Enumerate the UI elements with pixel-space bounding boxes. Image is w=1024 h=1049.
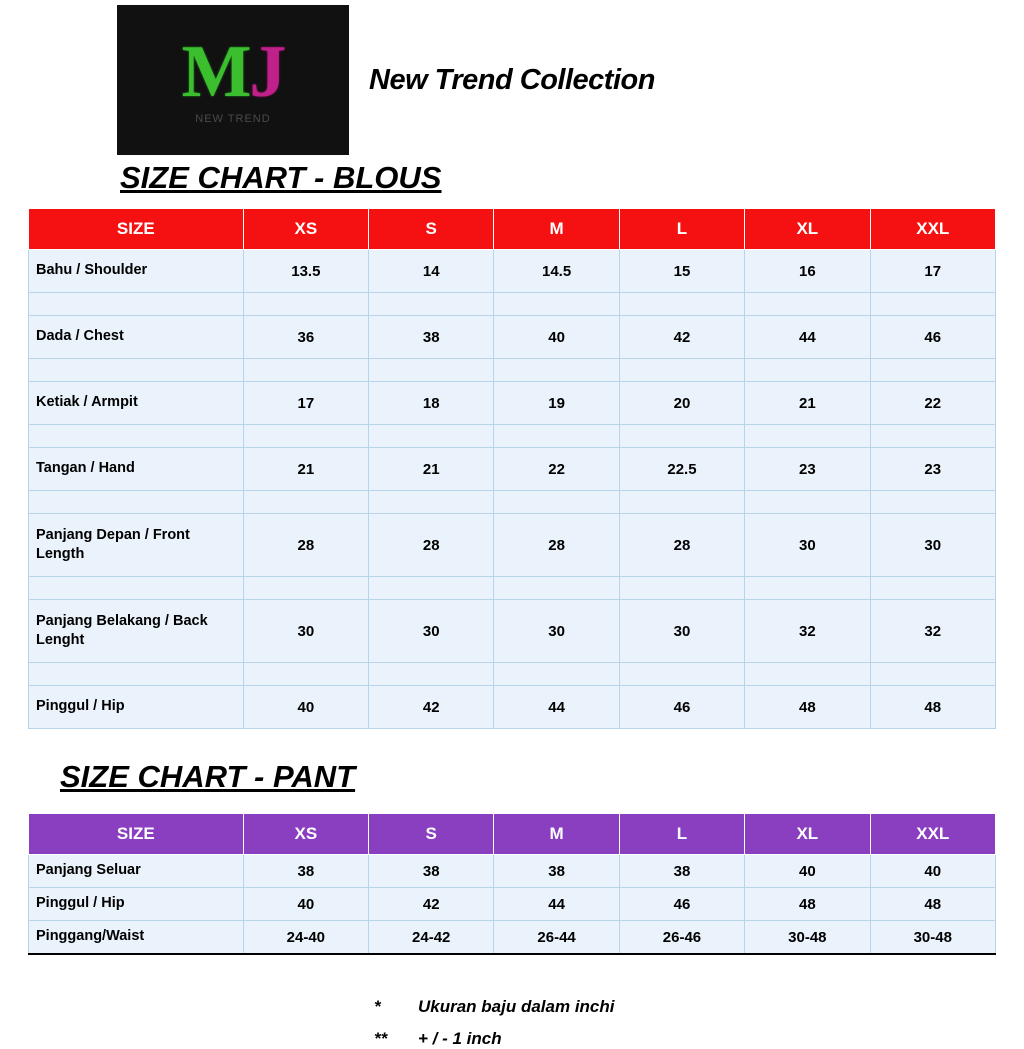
- footnote-marker: *: [374, 997, 381, 1016]
- spacer-cell: [745, 577, 870, 600]
- spacer-row: [29, 293, 996, 316]
- col-header-size: SIZE: [29, 209, 244, 250]
- spacer-cell: [870, 359, 995, 382]
- cell-xl: 30-48: [745, 921, 870, 955]
- cell-m: 40: [494, 316, 619, 359]
- cell-m: 44: [494, 686, 619, 729]
- cell-xs: 28: [243, 514, 368, 577]
- cell-xs: 40: [243, 686, 368, 729]
- cell-s: 38: [369, 316, 494, 359]
- spacer-cell: [369, 663, 494, 686]
- spacer-cell: [745, 359, 870, 382]
- cell-l: 26-46: [619, 921, 744, 955]
- logo-monogram: [181, 31, 285, 113]
- spacer-cell: [870, 577, 995, 600]
- brand-logo: [117, 5, 349, 155]
- spacer-cell: [745, 293, 870, 316]
- spacer-cell: [619, 359, 744, 382]
- cell-xxl: 17: [870, 250, 995, 293]
- cell-xxl: 48: [870, 686, 995, 729]
- cell-m: 38: [494, 855, 619, 888]
- footnote-item: [374, 1029, 1024, 1049]
- cell-xs: 17: [243, 382, 368, 425]
- spacer-cell: [369, 359, 494, 382]
- cell-l: 38: [619, 855, 744, 888]
- footnote-marker: **: [374, 1029, 388, 1048]
- spacer-row: [29, 491, 996, 514]
- cell-xl: 48: [745, 888, 870, 921]
- col-header-l: L: [619, 209, 744, 250]
- spacer-cell: [870, 425, 995, 448]
- table-row: [29, 448, 996, 491]
- cell-xs: 21: [243, 448, 368, 491]
- footnote-text: + / - 1 inch: [418, 1029, 502, 1048]
- row-label: Bahu / Shoulder: [29, 250, 244, 293]
- row-label: Panjang Depan / Front Length: [29, 514, 244, 577]
- cell-xs: 36: [243, 316, 368, 359]
- table-row: [29, 855, 996, 888]
- cell-l: 15: [619, 250, 744, 293]
- cell-xs: 38: [243, 855, 368, 888]
- cell-xl: 23: [745, 448, 870, 491]
- cell-xxl: 23: [870, 448, 995, 491]
- blouse-table-header: [29, 209, 996, 250]
- cell-s: 24-42: [369, 921, 494, 955]
- row-label: Pinggang/Waist: [29, 921, 244, 955]
- spacer-cell: [870, 663, 995, 686]
- cell-s: 28: [369, 514, 494, 577]
- spacer-cell: [619, 425, 744, 448]
- spacer-cell: [243, 359, 368, 382]
- row-label: Pinggul / Hip: [29, 888, 244, 921]
- spacer-cell: [243, 425, 368, 448]
- spacer-cell: [870, 491, 995, 514]
- cell-xxl: 22: [870, 382, 995, 425]
- spacer-cell: [29, 577, 244, 600]
- col-header-xl: XL: [745, 814, 870, 855]
- spacer-cell: [619, 293, 744, 316]
- row-label: Panjang Seluar: [29, 855, 244, 888]
- spacer-cell: [494, 425, 619, 448]
- row-label: Ketiak / Armpit: [29, 382, 244, 425]
- spacer-row: [29, 359, 996, 382]
- spacer-cell: [494, 663, 619, 686]
- logo-letter-j: J: [249, 31, 285, 113]
- spacer-cell: [29, 425, 244, 448]
- cell-xl: 44: [745, 316, 870, 359]
- page-header: [0, 0, 1024, 160]
- cell-xxl: 46: [870, 316, 995, 359]
- row-label: Pinggul / Hip: [29, 686, 244, 729]
- table-header-row: [29, 209, 996, 250]
- cell-xl: 48: [745, 686, 870, 729]
- spacer-cell: [243, 491, 368, 514]
- spacer-cell: [494, 577, 619, 600]
- footnote-item: [374, 997, 1024, 1017]
- cell-xxl: 30-48: [870, 921, 995, 955]
- cell-s: 42: [369, 888, 494, 921]
- spacer-cell: [619, 491, 744, 514]
- spacer-row: [29, 425, 996, 448]
- spacer-cell: [29, 359, 244, 382]
- col-header-m: M: [494, 814, 619, 855]
- col-header-xxl: XXL: [870, 209, 995, 250]
- col-header-s: S: [369, 814, 494, 855]
- spacer-cell: [494, 359, 619, 382]
- footnote-text: Ukuran baju dalam inchi: [418, 997, 615, 1016]
- cell-l: 42: [619, 316, 744, 359]
- spacer-cell: [369, 293, 494, 316]
- pant-size-table: [28, 813, 996, 955]
- spacer-cell: [745, 663, 870, 686]
- table-row: [29, 888, 996, 921]
- cell-l: 30: [619, 600, 744, 663]
- table-row: [29, 250, 996, 293]
- spacer-cell: [369, 577, 494, 600]
- spacer-cell: [494, 491, 619, 514]
- spacer-cell: [619, 663, 744, 686]
- cell-xl: 32: [745, 600, 870, 663]
- cell-s: 42: [369, 686, 494, 729]
- blouse-size-table: [28, 208, 996, 729]
- col-header-xxl: XXL: [870, 814, 995, 855]
- col-header-m: M: [494, 209, 619, 250]
- spacer-cell: [619, 577, 744, 600]
- spacer-cell: [870, 293, 995, 316]
- cell-xxl: 30: [870, 514, 995, 577]
- table-row: [29, 316, 996, 359]
- col-header-xs: XS: [243, 814, 368, 855]
- cell-s: 18: [369, 382, 494, 425]
- brand-title: New Trend Collection: [369, 63, 655, 96]
- cell-m: 19: [494, 382, 619, 425]
- spacer-cell: [29, 491, 244, 514]
- cell-xs: 30: [243, 600, 368, 663]
- cell-m: 14.5: [494, 250, 619, 293]
- cell-xs: 40: [243, 888, 368, 921]
- cell-m: 44: [494, 888, 619, 921]
- spacer-cell: [243, 663, 368, 686]
- spacer-cell: [369, 425, 494, 448]
- cell-xs: 24-40: [243, 921, 368, 955]
- cell-xl: 16: [745, 250, 870, 293]
- cell-s: 30: [369, 600, 494, 663]
- col-header-size: SIZE: [29, 814, 244, 855]
- table-row: [29, 382, 996, 425]
- cell-l: 22.5: [619, 448, 744, 491]
- table-row: [29, 514, 996, 577]
- spacer-cell: [745, 491, 870, 514]
- cell-xxl: 32: [870, 600, 995, 663]
- cell-s: 21: [369, 448, 494, 491]
- spacer-cell: [369, 491, 494, 514]
- pant-chart-title: SIZE CHART - PANT: [60, 759, 356, 794]
- col-header-xl: XL: [745, 209, 870, 250]
- cell-l: 20: [619, 382, 744, 425]
- footnotes: [0, 997, 1024, 1049]
- spacer-cell: [29, 293, 244, 316]
- cell-l: 46: [619, 686, 744, 729]
- cell-xl: 40: [745, 855, 870, 888]
- cell-l: 46: [619, 888, 744, 921]
- table-row: [29, 600, 996, 663]
- table-row: [29, 686, 996, 729]
- cell-m: 28: [494, 514, 619, 577]
- cell-s: 14: [369, 250, 494, 293]
- spacer-cell: [494, 293, 619, 316]
- cell-m: 30: [494, 600, 619, 663]
- spacer-row: [29, 663, 996, 686]
- table-header-row: [29, 814, 996, 855]
- cell-xs: 13.5: [243, 250, 368, 293]
- col-header-l: L: [619, 814, 744, 855]
- spacer-cell: [29, 663, 244, 686]
- cell-s: 38: [369, 855, 494, 888]
- cell-xxl: 48: [870, 888, 995, 921]
- spacer-row: [29, 577, 996, 600]
- row-label: Tangan / Hand: [29, 448, 244, 491]
- spacer-cell: [243, 577, 368, 600]
- logo-letter-m: M: [181, 31, 250, 113]
- row-label: Dada / Chest: [29, 316, 244, 359]
- cell-xxl: 40: [870, 855, 995, 888]
- pant-table-header: [29, 814, 996, 855]
- cell-xl: 21: [745, 382, 870, 425]
- spacer-cell: [745, 425, 870, 448]
- cell-m: 22: [494, 448, 619, 491]
- col-header-xs: XS: [243, 209, 368, 250]
- blouse-chart-title: SIZE CHART - BLOUS: [120, 160, 442, 195]
- table-row: [29, 921, 996, 955]
- col-header-s: S: [369, 209, 494, 250]
- logo-subtext: NEW TREND: [195, 113, 271, 125]
- cell-xl: 30: [745, 514, 870, 577]
- spacer-cell: [243, 293, 368, 316]
- row-label: Panjang Belakang / Back Lenght: [29, 600, 244, 663]
- cell-m: 26-44: [494, 921, 619, 955]
- cell-l: 28: [619, 514, 744, 577]
